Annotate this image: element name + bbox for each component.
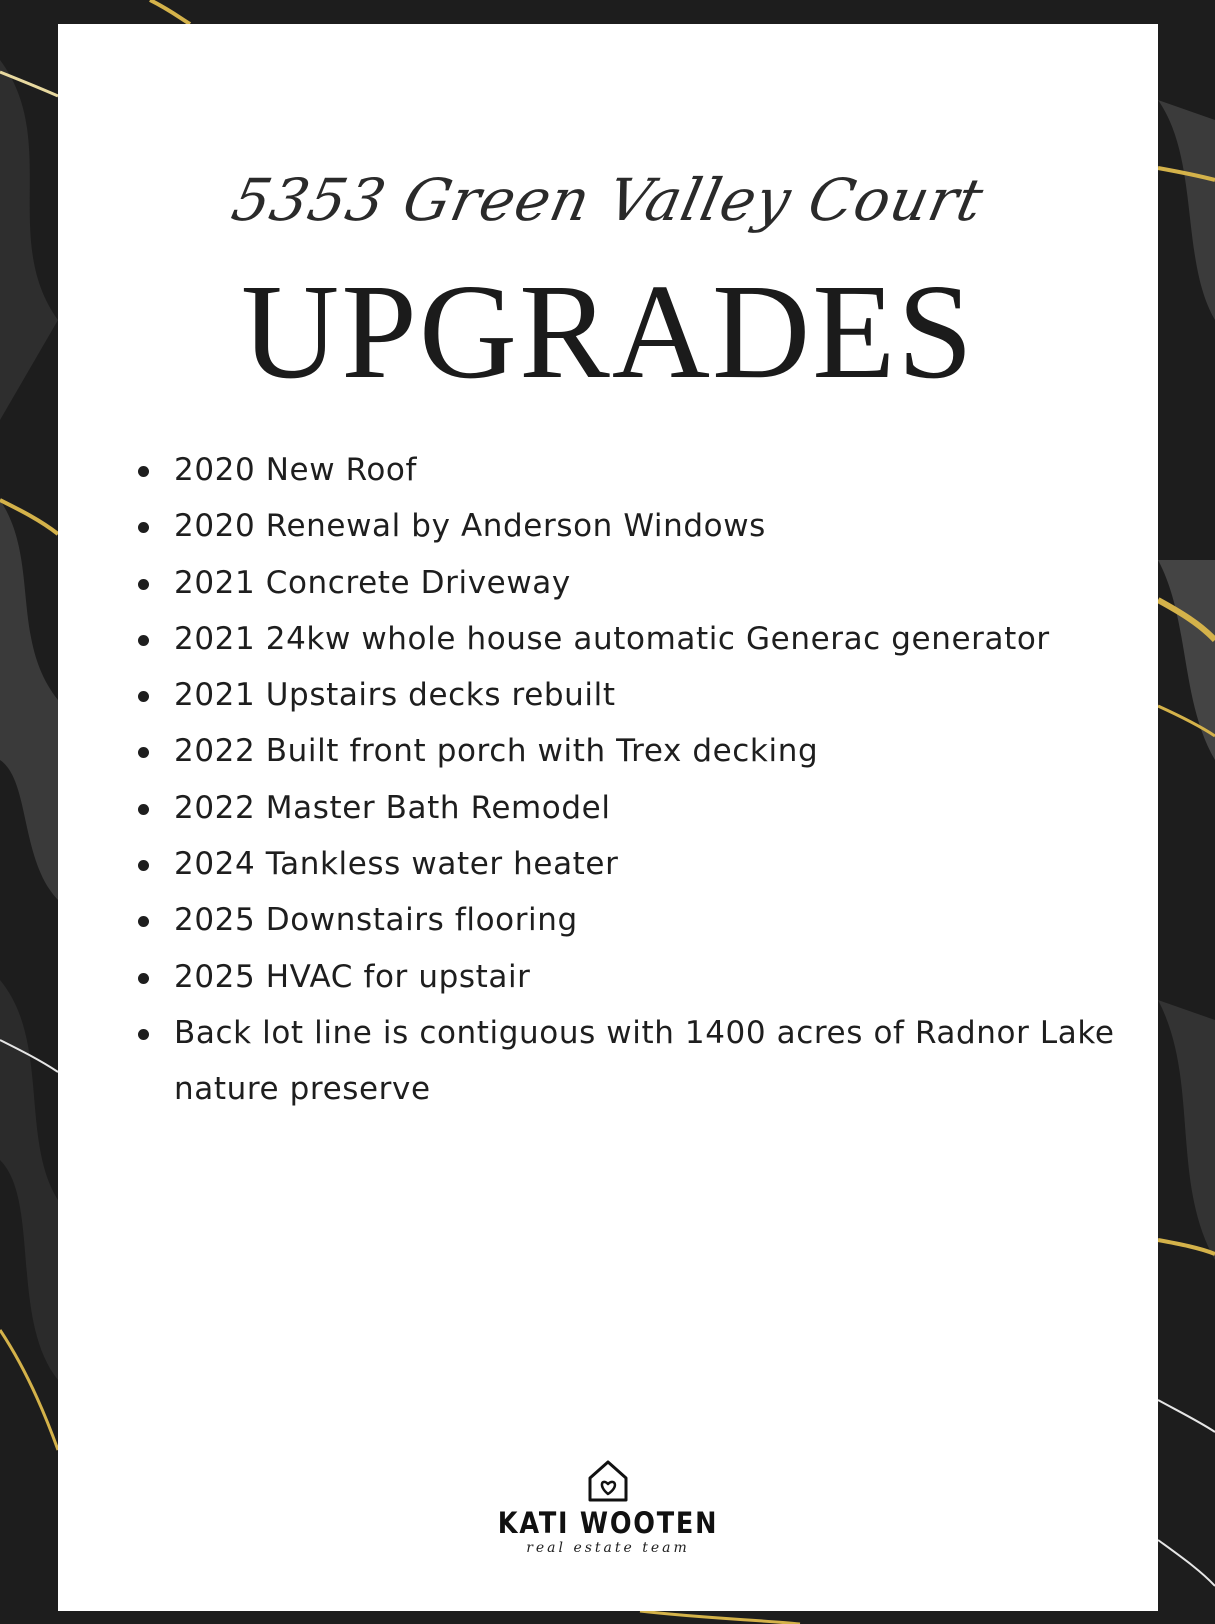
page-title: UPGRADES [241, 257, 975, 407]
bullet-icon [138, 747, 149, 758]
list-item-text: 2021 Concrete Driveway [174, 564, 571, 601]
list-item-text: 2022 Master Bath Remodel [174, 789, 611, 826]
house-heart-icon [582, 1454, 634, 1506]
list-item-text: 2024 Tankless water heater [174, 846, 619, 883]
list-item [138, 555, 1138, 611]
list-item-text: 2021 24kw whole house automatic Generac generator [174, 620, 1050, 657]
list-item [138, 611, 1138, 667]
list-item [138, 892, 1138, 948]
bullet-icon [138, 860, 149, 871]
list-item-text: 2025 HVAC for upstair [174, 958, 531, 995]
bullet-icon [138, 916, 149, 927]
list-item [138, 1005, 1138, 1118]
list-item [138, 723, 1138, 779]
bullet-icon [138, 973, 149, 984]
brand-tagline: real estate team [526, 1540, 690, 1556]
brand-name: KATI WOOTEN [497, 1506, 719, 1540]
bullet-icon [138, 579, 149, 590]
bullet-icon [138, 691, 149, 702]
bullet-icon [138, 804, 149, 815]
bullet-icon [138, 466, 149, 477]
bullet-icon [138, 1029, 149, 1040]
list-item-text: 2022 Built front porch with Trex decking [174, 733, 819, 770]
list-item [138, 442, 1138, 498]
bullet-icon [138, 635, 149, 646]
bullet-icon [138, 522, 149, 533]
content-card [58, 24, 1158, 1611]
upgrades-list [138, 442, 1138, 1118]
list-item-text: 2021 Upstairs decks rebuilt [174, 677, 616, 714]
list-item [138, 949, 1138, 1005]
list-item [138, 498, 1138, 554]
property-address: 5353 Green Valley Court [226, 166, 990, 234]
list-item [138, 667, 1138, 723]
list-item-text: Back lot line is contiguous with 1400 acres of Radnor Lake nature preserve [174, 1014, 1115, 1108]
list-item [138, 780, 1138, 836]
list-item [138, 836, 1138, 892]
brand-logo [58, 1454, 1158, 1556]
list-item-text: 2020 Renewal by Anderson Windows [174, 508, 766, 545]
list-item-text: 2020 New Roof [174, 452, 418, 488]
list-item-text: 2025 Downstairs flooring [174, 902, 578, 939]
